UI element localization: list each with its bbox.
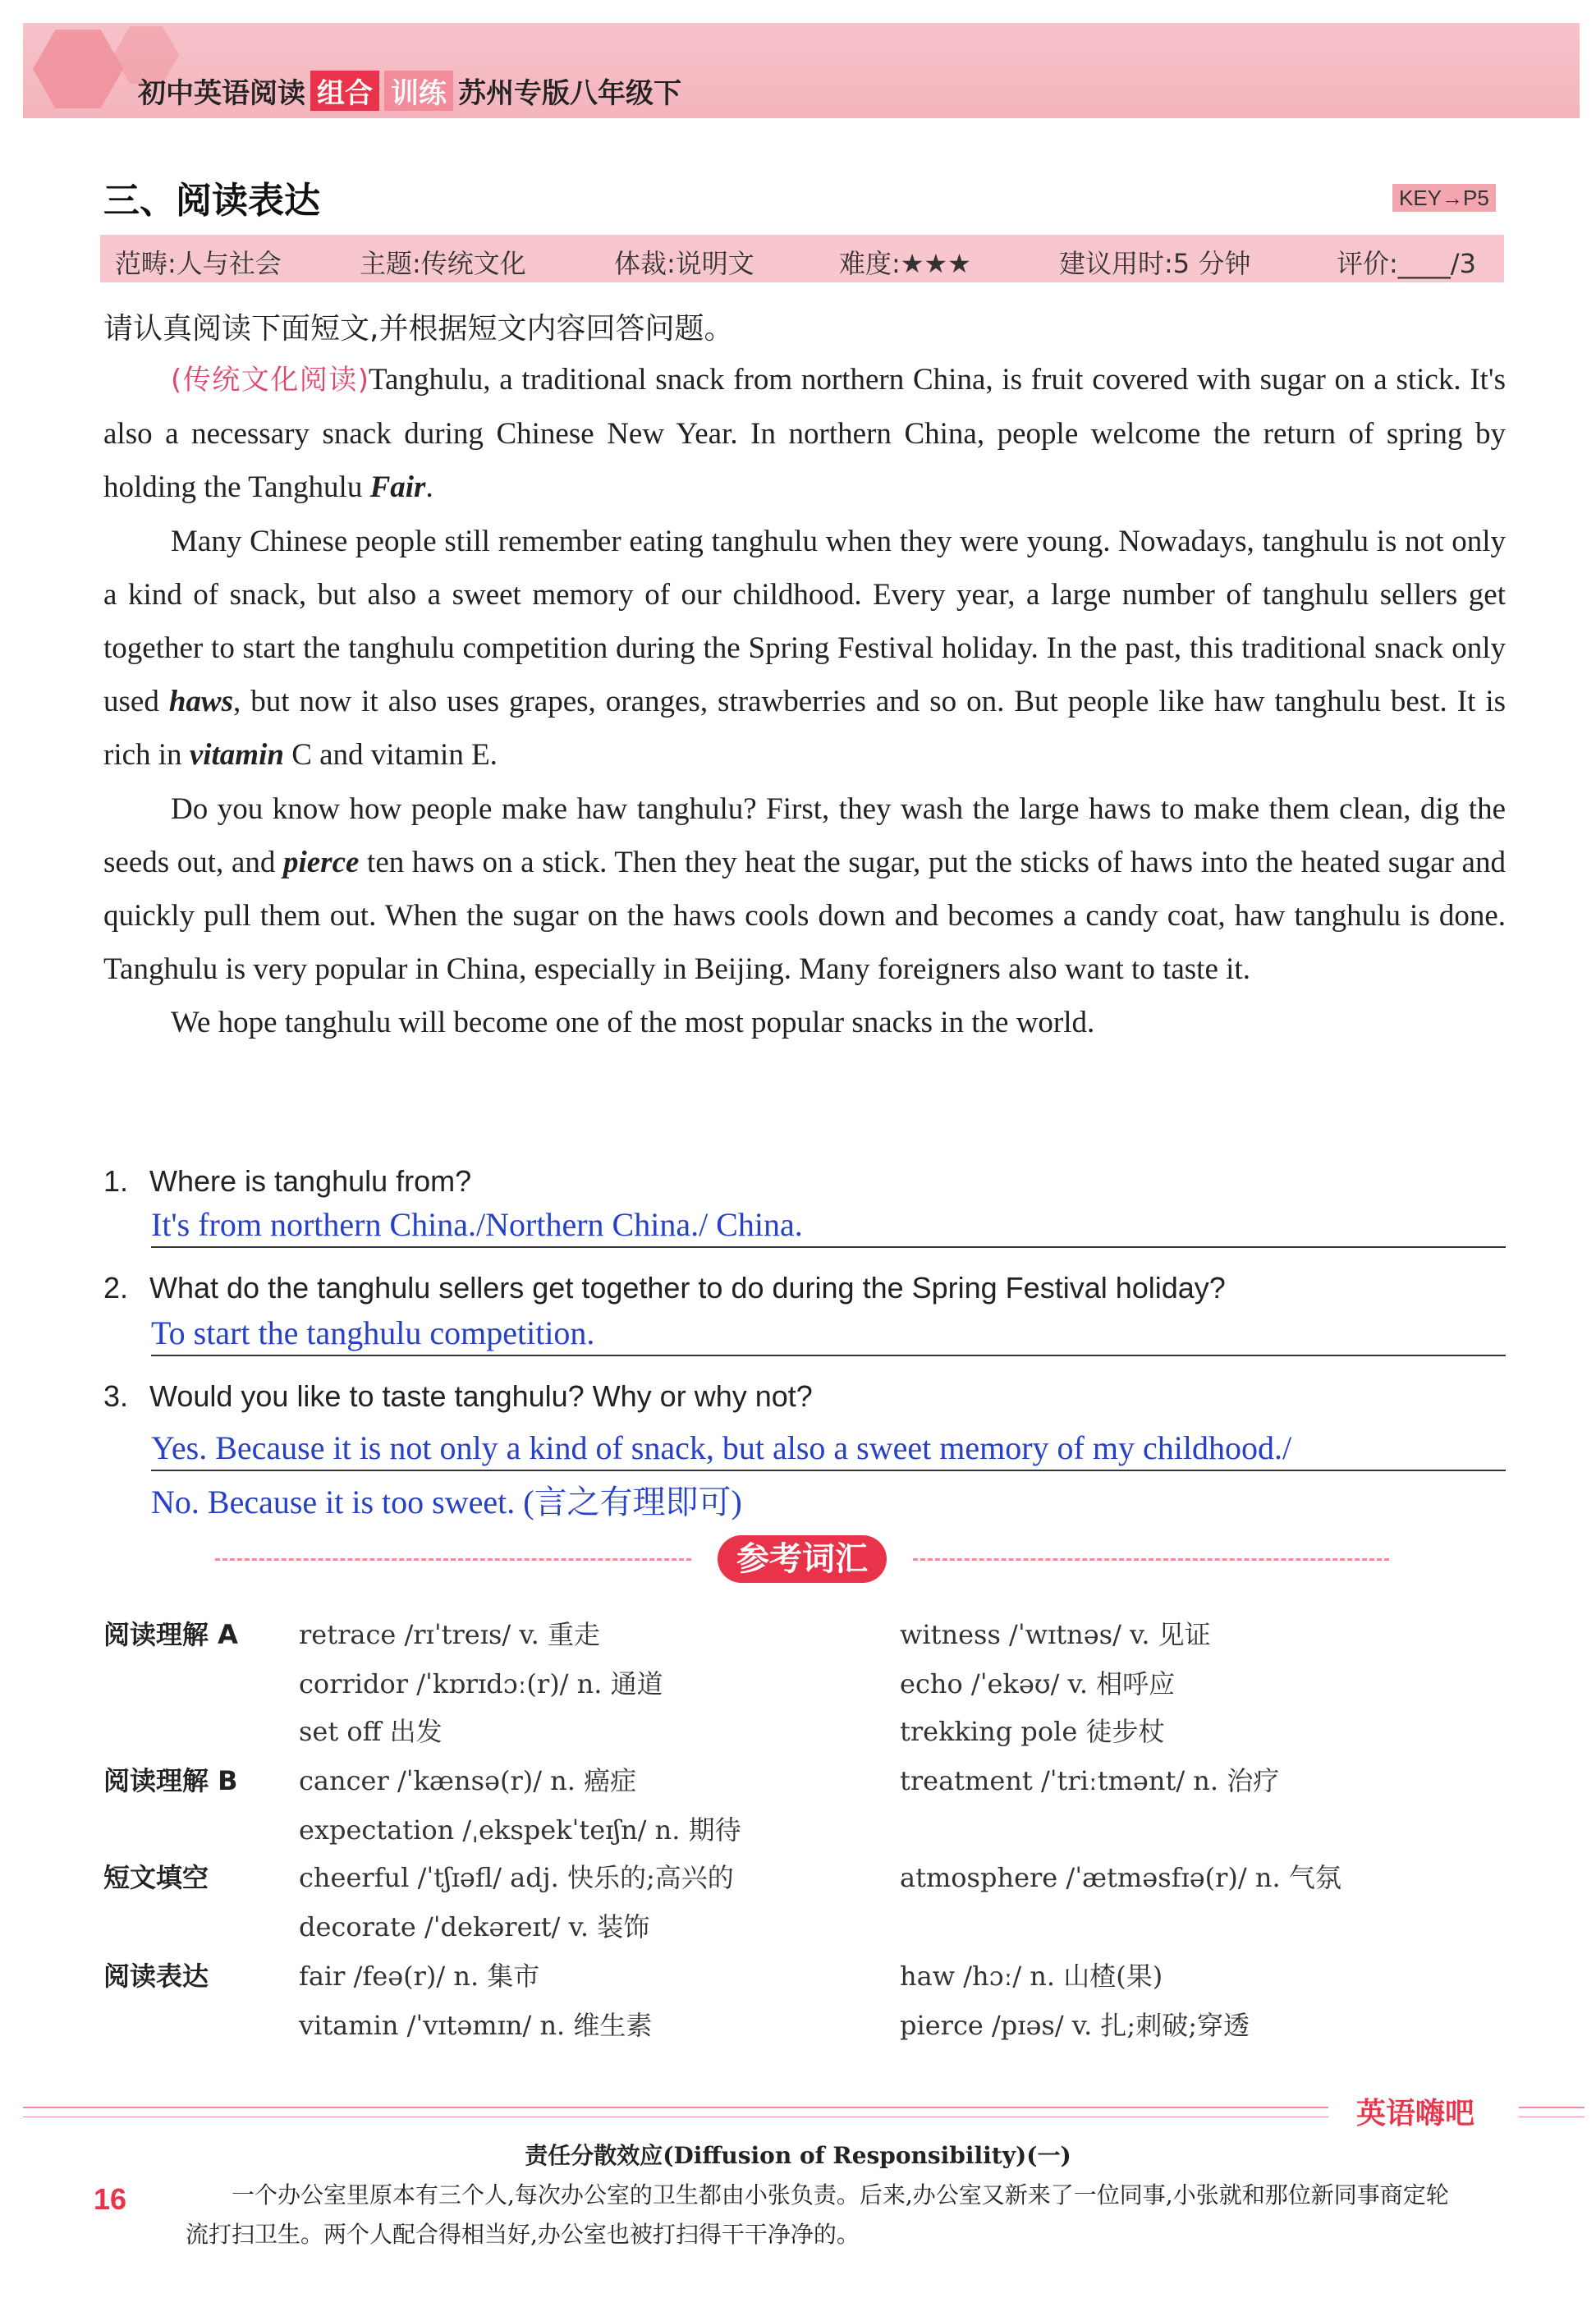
- info-difficulty: 难度:★★★: [839, 248, 971, 279]
- answer-line: It's from northern China./Northern China./ China.: [151, 1205, 1506, 1248]
- info-genre: 体裁:说明文: [614, 248, 754, 279]
- keyword: vitamin: [189, 738, 284, 773]
- instruction: 请认真阅读下面短文,并根据短文内容回答问题。: [103, 312, 734, 346]
- vocab-item: fair /feə(r)/ n. 集市: [299, 1961, 540, 1992]
- footer-rule: [23, 2107, 1328, 2108]
- keyword: haws: [168, 685, 233, 719]
- book-title: [138, 71, 681, 111]
- vocab-item: corridor /ˈkɒrɪdɔː(r)/ n. 通道: [299, 1668, 663, 1699]
- question: 2. What do the tanghulu sellers get together to do during the Spring Festival holiday?: [103, 1271, 1226, 1305]
- book-tag-combo: 组合: [310, 71, 379, 111]
- divider: [215, 1558, 691, 1561]
- footer-title: 责任分散效应(Diffusion of Responsibility)(一): [525, 2142, 1071, 2169]
- paragraph: We hope tanghulu will become one of the most popular snacks in the world.: [171, 1006, 1095, 1040]
- book-title-prefix: 初中英语阅读: [138, 77, 305, 110]
- vocab-item: echo /ˈekəʊ/ v. 相呼应: [900, 1668, 1176, 1699]
- info-time: 建议用时:5 分钟: [1059, 248, 1251, 279]
- book-tag-training: 训练: [384, 71, 453, 111]
- vocab-item: expectation /ˌekspekˈteɪʃn/ n. 期待: [299, 1814, 741, 1846]
- section-title: 三、阅读表达: [103, 180, 320, 222]
- vocab-group-label: 阅读表达: [103, 1961, 209, 1992]
- answer-key-badge: KEY→P5: [1392, 184, 1496, 212]
- hexagon-decoration: [33, 30, 123, 108]
- footer-brand: 英语嗨吧: [1356, 2097, 1475, 2130]
- question: 3. Would you like to taste tanghulu? Why or why not?: [103, 1379, 813, 1413]
- vocab-item: set off 出发: [299, 1716, 443, 1747]
- reading-passage: [103, 353, 1506, 1050]
- divider: [913, 1558, 1389, 1561]
- footer-rule: [1519, 2107, 1585, 2108]
- passage-tag: (传统文化阅读): [171, 364, 369, 397]
- vocab-item: atmosphere /ˈætməsfɪə(r)/ n. 气氛: [900, 1862, 1341, 1893]
- vocab-header: [215, 1530, 1389, 1588]
- vocab-item: vitamin /ˈvɪtəmɪn/ n. 维生素: [299, 2010, 653, 2041]
- vocab-item: cancer /ˈkænsə(r)/ n. 癌症: [299, 1765, 637, 1796]
- info-category: 范畴:人与社会: [115, 248, 282, 279]
- page-number: 16: [94, 2182, 127, 2216]
- vocab-item: witness /ˈwɪtnəs/ v. 见证: [900, 1619, 1211, 1650]
- answer-line: No. Because it is too sweet. (言之有理即可): [151, 1484, 742, 1520]
- answer-line: To start the tanghulu competition.: [151, 1314, 1506, 1356]
- vocab-item: cheerful /ˈtʃɪəfl/ adj. 快乐的;高兴的: [299, 1862, 734, 1893]
- vocab-title: 参考词汇: [718, 1535, 887, 1583]
- vocab-item: haw /hɔː/ n. 山楂(果): [900, 1961, 1163, 1992]
- answer-line: Yes. Because it is not only a kind of snack, but also a sweet memory of my childhood./: [151, 1429, 1506, 1471]
- paragraph: Do you know how people make haw tanghulu? First, they wash the large haws to make them clean, dig the seeds out, and pierce ten haws on a stick. Then they heat the sugar, put the sticks of haws into the heated sugar and quickly pull them out. When the sugar on the haws cools down and becomes a candy coat, haw tanghulu is done. Tanghulu is very popular in China, especially in Beijing. Many foreigners also want to taste it.: [103, 791, 1506, 987]
- vocab-group-label: 阅读理解 B: [103, 1765, 238, 1796]
- paragraph: Many Chinese people still remember eating tanghulu when they were young. Nowadays, tanghulu is not only a kind of snack, but also a sweet memory of our childhood. Every year, a large number of tanghulu sellers get together to start the tanghulu competition during the Spring Festival holiday. In the past, this traditional snack only used haws, but now it also uses grapes, oranges, strawberries and so on. But people like haw tanghulu best. It is rich in vitamin C and vitamin E.: [103, 524, 1506, 773]
- vocab-item: treatment /ˈtriːtmənt/ n. 治疗: [900, 1765, 1280, 1796]
- vocab-group-label: 阅读理解 A: [103, 1619, 238, 1650]
- keyword: Fair: [369, 470, 426, 505]
- info-score: 评价:____/3: [1337, 248, 1476, 279]
- question: 1. Where is tanghulu from?: [103, 1164, 472, 1198]
- vocab-item: retrace /rɪˈtreɪs/ v. 重走: [299, 1619, 600, 1650]
- keyword: pierce: [282, 845, 360, 879]
- vocab-item: pierce /pɪəs/ v. 扎;刺破;穿透: [900, 2010, 1250, 2041]
- vocab-group-label: 短文填空: [103, 1862, 209, 1893]
- book-title-suffix: 苏州专版八年级下: [458, 77, 681, 110]
- info-theme: 主题:传统文化: [360, 248, 526, 279]
- vocab-item: trekking pole 徒步杖: [900, 1716, 1165, 1747]
- info-bar: [100, 235, 1504, 282]
- footer-text: 一个办公室里原本有三个人,每次办公室的卫生都由小张负责。后来,办公室又新来了一位同事,小张就和那位新同事商定轮流打扫卫生。两个人配合得相当好,办公室也被打扫得干干净净的。: [186, 2181, 1449, 2248]
- paragraph: (传统文化阅读)Tanghulu, a traditional snack from northern China, is fruit covered with sugar on a stick. It's also a necessary snack during Chinese New Year. In northern China, people welcome the return of spring by holding the Tanghulu Fair.: [103, 363, 1506, 505]
- page-header: [23, 23, 1580, 118]
- vocab-item: decorate /ˈdekəreɪt/ v. 装饰: [299, 1911, 650, 1942]
